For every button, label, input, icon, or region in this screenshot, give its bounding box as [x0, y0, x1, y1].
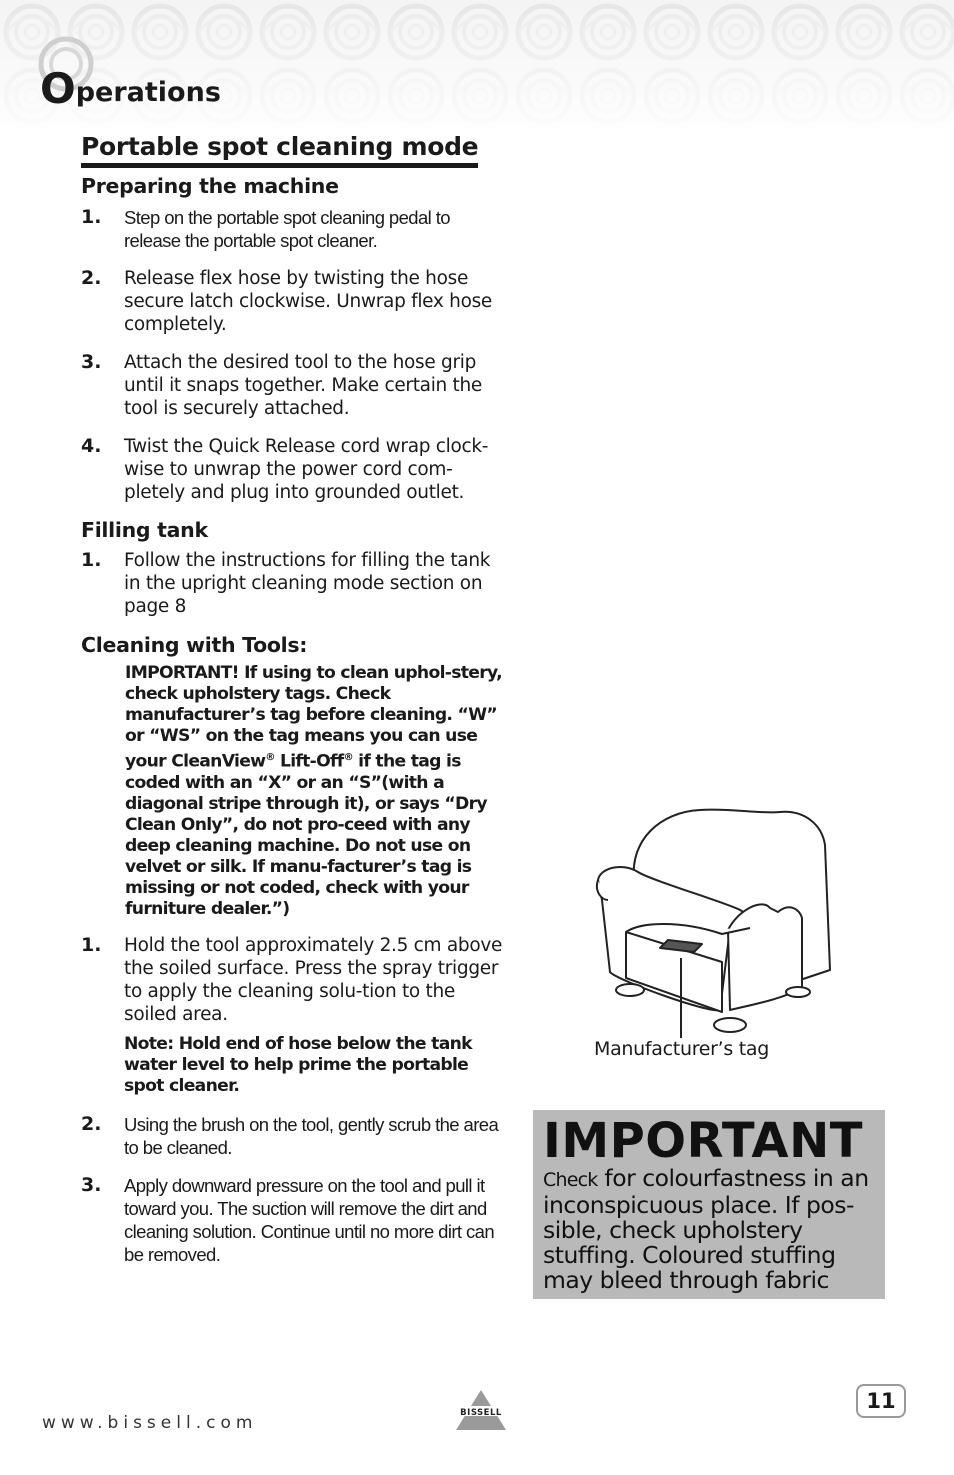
filling-steps — [81, 549, 509, 618]
cleaning-heading: Cleaning with Tools: — [81, 633, 308, 657]
step-text: Release flex hose by twisting the hose secure latch clockwise. Unwrap flex hose completely. — [124, 268, 493, 335]
preparing-heading: Preparing the machine — [81, 174, 339, 198]
step-number: 2. — [81, 1112, 102, 1135]
list-item — [81, 435, 509, 504]
step-number: 3. — [81, 1173, 102, 1196]
list-item — [81, 549, 509, 618]
filling-section — [81, 518, 509, 618]
page-title: Portable spot cleaning mode — [81, 132, 478, 168]
hose-note: Note: Hold end of hose below the tank water level to help prime the portable spot cleaner. — [124, 1033, 472, 1096]
cleaning-steps — [81, 934, 509, 1026]
section-header — [40, 40, 221, 113]
step-number: 2. — [81, 267, 102, 289]
important-text — [543, 1166, 885, 1293]
bissell-logo — [448, 1390, 514, 1432]
main-title-wrap — [81, 132, 509, 168]
step-number: 1. — [81, 206, 102, 228]
list-item — [81, 1174, 509, 1266]
step-number: 4. — [81, 435, 102, 457]
list-item — [81, 351, 509, 420]
list-item — [81, 1113, 509, 1159]
cleaning-steps-continued — [81, 1113, 509, 1266]
cleaning-section — [81, 633, 509, 1266]
warning-text: IMPORTANT! If using to clean uphol-stery, check upholstery tags. Check manufacturer’s tag before cleaning. “W” or “WS” on the tag means you can use your CleanView — [125, 663, 502, 772]
step-text: Apply downward pressure on the tool and pull it toward you. The suction will remove the dirt and cleaning solution. Continue until no more dirt can be removed. — [124, 1174, 495, 1265]
list-item — [81, 934, 509, 1026]
list-item — [81, 267, 509, 336]
section-title-initial: O — [40, 64, 76, 113]
registered-mark: ® — [343, 752, 353, 763]
step-number: 1. — [81, 933, 102, 956]
armchair-illustration — [590, 800, 840, 1040]
page-number: 11 — [856, 1384, 906, 1418]
footer-url: www.bissell.com — [42, 1413, 258, 1433]
step-text: Step on the portable spot cleaning pedal to release the portable spot cleaner. — [124, 207, 450, 251]
preparing-steps — [81, 206, 509, 504]
important-body: for colourfastness in an inconspicuous place. If pos-sible, check upholstery stuffing. Coloured stuffing may bleed through fabric — [543, 1164, 869, 1294]
step-text: Attach the desired tool to the hose grip until it snaps together. Make certain the tool is securely attached. — [124, 352, 482, 419]
important-callout — [533, 1110, 885, 1299]
brand-name: BISSELL — [460, 1408, 502, 1418]
list-item — [81, 206, 509, 252]
important-title: IMPORTANT — [543, 1113, 863, 1169]
filling-heading: Filling tank — [81, 518, 208, 542]
section-title: perations — [75, 77, 221, 108]
step-text: Hold the tool approximately 2.5 cm above the soiled surface. Press the spray trigger to apply the cleaning solu-tion to the soiled area. — [124, 934, 503, 1025]
registered-mark: ® — [265, 752, 275, 763]
step-number: 1. — [81, 549, 102, 571]
warning-text: if the tag is coded with an “X” or an “S”(with a diagonal stripe through it), or says “Dry Clean Only”, do not pro-ceed with any deep cleaning machine. Do not use on velvet or silk. If manu-facturer’s tag is missing or not coded, check with your furniture dealer.”) — [125, 751, 487, 919]
upholstery-warning — [125, 663, 509, 920]
important-lead: Check — [543, 1169, 598, 1191]
preparing-section — [81, 174, 509, 504]
warning-text: Lift-Off — [274, 751, 344, 772]
step-text: Follow the instructions for filling the tank in the upright cleaning mode section on page 8 — [124, 550, 491, 617]
step-text: Using the brush on the tool, gently scrub the area to be cleaned. — [124, 1113, 499, 1158]
step-text: Twist the Quick Release cord wrap clock-wise to unwrap the power cord com-pletely and plug into grounded outlet. — [124, 436, 489, 503]
step-number: 3. — [81, 351, 102, 373]
figure-caption: Manufacturer’s tag — [594, 1038, 770, 1060]
